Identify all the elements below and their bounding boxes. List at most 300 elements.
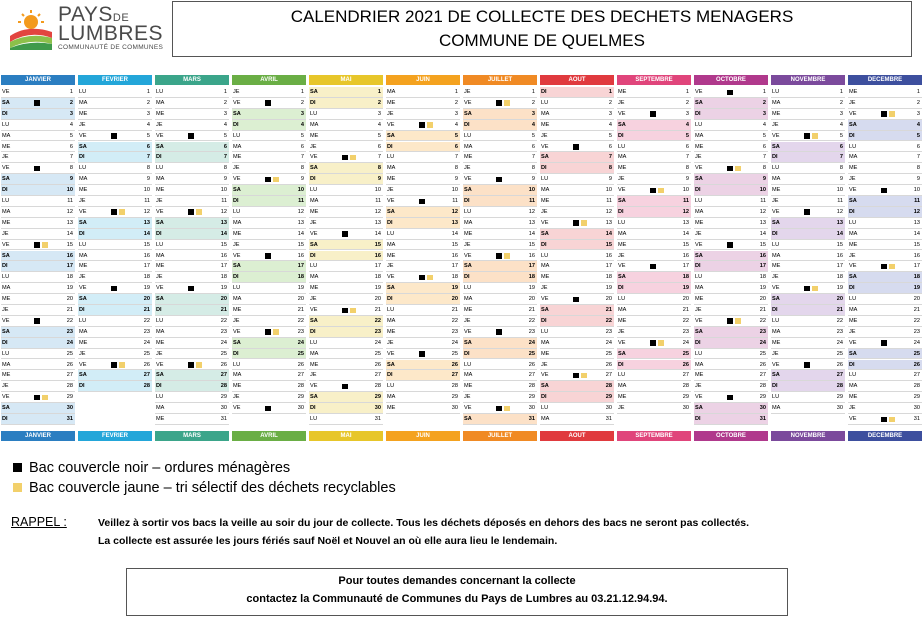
- day-row: [694, 392, 768, 403]
- day-row: [694, 218, 768, 229]
- day-number: 20: [143, 296, 150, 303]
- day-name: MA: [772, 252, 781, 259]
- day-number: 7: [223, 154, 227, 161]
- day-name: LU: [618, 372, 626, 379]
- day-row: [463, 403, 537, 414]
- day-number: 14: [220, 230, 227, 237]
- day-number: 10: [374, 187, 381, 194]
- day-number: 25: [682, 350, 689, 357]
- day-number: 24: [66, 339, 73, 346]
- day-row: [617, 240, 691, 251]
- day-row: [1, 392, 75, 403]
- day-name: MA: [310, 198, 319, 204]
- day-number: 18: [220, 274, 227, 281]
- day-row: [309, 87, 383, 98]
- month-column-decembre: [848, 75, 924, 441]
- yellow-bin-marker: [889, 264, 895, 270]
- day-name: ME: [849, 394, 858, 401]
- day-row: [617, 338, 691, 349]
- day-row: [463, 338, 537, 349]
- day-row: [540, 109, 614, 120]
- day-number: 27: [143, 372, 150, 379]
- day-row: [694, 120, 768, 131]
- day-number: 30: [528, 405, 535, 412]
- day-row: [1, 294, 75, 305]
- black-bin-marker: [804, 286, 810, 292]
- yellow-bin-icon: [13, 483, 22, 492]
- black-bin-marker: [650, 340, 656, 346]
- day-number: 2: [454, 99, 458, 106]
- day-name: JE: [849, 99, 856, 106]
- day-name: JE: [387, 187, 394, 194]
- day-number: 11: [67, 198, 73, 204]
- day-row: [694, 229, 768, 240]
- day-number: 15: [66, 241, 73, 248]
- day-name: DI: [541, 241, 547, 248]
- day-name: VE: [849, 416, 857, 422]
- yellow-bin-marker: [504, 253, 510, 259]
- month-header-bot: MARS: [155, 431, 229, 441]
- day-row: [540, 251, 614, 262]
- day-name: ME: [156, 110, 165, 117]
- day-row: [1, 283, 75, 294]
- day-number: 1: [762, 89, 766, 95]
- day-number: 24: [143, 339, 150, 346]
- day-name: LU: [695, 274, 703, 281]
- day-name: DI: [387, 143, 393, 150]
- day-number: 30: [913, 405, 920, 412]
- day-row: [155, 316, 229, 327]
- day-name: SA: [618, 274, 626, 281]
- day-name: SA: [618, 198, 626, 204]
- day-number: 5: [146, 132, 150, 139]
- day-name: MA: [541, 339, 550, 346]
- day-row: [309, 392, 383, 403]
- day-row: [78, 240, 152, 251]
- day-number: 23: [374, 328, 381, 335]
- day-number: 19: [759, 285, 766, 292]
- day-row: [78, 349, 152, 360]
- day-number: 10: [605, 187, 612, 194]
- day-number: 10: [913, 187, 920, 194]
- day-number: 24: [682, 339, 689, 346]
- day-name: ME: [156, 339, 165, 346]
- day-row: [540, 349, 614, 360]
- day-name: DI: [2, 263, 8, 270]
- day-name: JE: [695, 307, 702, 313]
- day-row: [771, 207, 845, 218]
- day-name: JE: [233, 317, 240, 324]
- day-number: 3: [608, 110, 612, 117]
- day-row: [617, 360, 691, 371]
- day-name: JE: [695, 230, 702, 237]
- day-name: MA: [849, 383, 858, 390]
- day-row: [771, 360, 845, 371]
- day-row: [1, 327, 75, 338]
- day-name: VE: [310, 307, 318, 313]
- day-row: [309, 305, 383, 316]
- day-row: [386, 327, 460, 338]
- day-name: VE: [849, 187, 857, 194]
- day-row: [848, 120, 922, 131]
- day-row: [540, 392, 614, 403]
- day-name: SA: [79, 296, 87, 303]
- day-name: MA: [695, 285, 704, 292]
- day-row: [78, 360, 152, 371]
- day-number: 3: [685, 110, 689, 117]
- day-number: 20: [220, 296, 227, 303]
- day-row: [771, 240, 845, 251]
- day-name: VE: [156, 132, 164, 139]
- day-row: [617, 392, 691, 403]
- day-row: [309, 414, 383, 425]
- day-number: 12: [759, 208, 766, 215]
- day-number: 19: [528, 285, 535, 292]
- day-name: MA: [849, 154, 858, 161]
- day-name: JE: [464, 89, 471, 95]
- day-row: [386, 142, 460, 153]
- day-number: 24: [374, 339, 381, 346]
- day-row: [617, 370, 691, 381]
- day-row: [617, 131, 691, 142]
- day-number: 21: [759, 307, 766, 313]
- day-name: VE: [541, 143, 549, 150]
- day-name: MA: [695, 132, 704, 139]
- day-number: 11: [606, 198, 612, 204]
- day-row: [155, 163, 229, 174]
- black-bin-marker: [265, 253, 271, 259]
- day-name: DI: [541, 89, 547, 95]
- day-name: DI: [387, 219, 393, 226]
- day-name: VE: [772, 361, 780, 368]
- day-row: [78, 120, 152, 131]
- day-name: LU: [464, 208, 472, 215]
- day-name: LU: [387, 307, 395, 313]
- day-row: [540, 131, 614, 142]
- day-number: 17: [605, 263, 612, 270]
- black-bin-marker: [419, 122, 425, 128]
- black-bin-marker: [342, 308, 348, 314]
- black-bin-marker: [727, 242, 733, 248]
- day-number: 6: [377, 143, 381, 150]
- day-number: 31: [66, 416, 73, 422]
- day-name: DI: [233, 274, 239, 281]
- yellow-bin-marker: [350, 308, 356, 314]
- day-number: 24: [528, 339, 535, 346]
- day-number: 8: [762, 165, 766, 172]
- day-number: 7: [685, 154, 689, 161]
- day-name: DI: [464, 121, 470, 128]
- day-name: DI: [79, 383, 85, 390]
- day-row: [617, 316, 691, 327]
- day-number: 8: [454, 165, 458, 172]
- black-bin-marker: [188, 209, 194, 215]
- day-number: 7: [146, 154, 150, 161]
- day-number: 1: [223, 89, 227, 95]
- day-row: [540, 381, 614, 392]
- day-number: 11: [298, 198, 304, 204]
- page-title: CALENDRIER 2021 DE COLLECTE DES DECHETS MENAGERS: [290, 7, 794, 26]
- day-number: 23: [682, 328, 689, 335]
- day-number: 12: [374, 208, 381, 215]
- day-row: [386, 163, 460, 174]
- day-row: [1, 185, 75, 196]
- day-number: 16: [759, 252, 766, 259]
- day-name: SA: [772, 372, 780, 379]
- month-header-top: MAI: [309, 75, 383, 85]
- day-name: MA: [79, 99, 88, 106]
- day-number: 17: [143, 263, 150, 270]
- day-number: 13: [451, 219, 458, 226]
- yellow-bin-marker: [119, 209, 125, 215]
- day-number: 25: [220, 350, 227, 357]
- day-row: [1, 163, 75, 174]
- black-bin-marker: [496, 406, 502, 412]
- day-number: 19: [374, 285, 381, 292]
- black-bin-marker: [111, 133, 117, 139]
- day-number: 12: [143, 208, 150, 215]
- day-name: VE: [618, 263, 626, 270]
- day-name: MA: [2, 285, 11, 292]
- day-row: [540, 207, 614, 218]
- day-name: JE: [233, 165, 240, 172]
- title-box: [172, 1, 912, 57]
- day-number: 12: [528, 208, 535, 215]
- yellow-bin-marker: [735, 318, 741, 324]
- day-number: 20: [297, 296, 304, 303]
- day-number: 28: [528, 383, 535, 390]
- month-header-bot: AVRIL: [232, 431, 306, 441]
- day-row: [617, 381, 691, 392]
- day-number: 30: [220, 405, 227, 412]
- day-number: 5: [608, 132, 612, 139]
- day-name: LU: [79, 317, 87, 324]
- logo-line2: LUMBRES: [58, 22, 164, 45]
- yellow-bin-marker: [273, 177, 279, 183]
- black-bin-marker: [342, 231, 348, 237]
- day-name: SA: [310, 89, 318, 95]
- day-number: 6: [608, 143, 612, 150]
- day-name: DI: [387, 372, 393, 379]
- day-row: [78, 185, 152, 196]
- day-number: 15: [374, 241, 381, 248]
- black-bin-marker: [34, 242, 40, 248]
- day-number: 11: [760, 198, 766, 204]
- day-name: JE: [541, 361, 548, 368]
- day-name: VE: [233, 252, 241, 259]
- day-name: ME: [233, 307, 242, 313]
- day-number: 12: [220, 208, 227, 215]
- day-row: [232, 327, 306, 338]
- day-row: [617, 305, 691, 316]
- day-number: 14: [682, 230, 689, 237]
- day-number: 2: [685, 99, 689, 106]
- black-bin-marker: [573, 297, 579, 303]
- day-row: [155, 272, 229, 283]
- logo-icon: [8, 8, 54, 52]
- day-name: SA: [541, 307, 549, 313]
- day-name: SA: [310, 317, 318, 324]
- day-number: 28: [451, 383, 458, 390]
- day-row: [848, 196, 922, 207]
- day-row: [386, 240, 460, 251]
- day-number: 20: [759, 296, 766, 303]
- day-row: [386, 229, 460, 240]
- day-number: 1: [377, 89, 381, 95]
- day-name: SA: [310, 241, 318, 248]
- black-bin-marker: [34, 166, 40, 172]
- day-row: [694, 370, 768, 381]
- day-name: MA: [772, 176, 781, 183]
- day-row: [771, 131, 845, 142]
- day-number: 15: [143, 241, 150, 248]
- day-name: JE: [849, 176, 856, 183]
- day-name: LU: [310, 339, 318, 346]
- day-name: ME: [849, 165, 858, 172]
- day-number: 14: [297, 230, 304, 237]
- day-row: [540, 283, 614, 294]
- day-row: [232, 240, 306, 251]
- day-number: 23: [143, 328, 150, 335]
- day-name: DI: [2, 339, 8, 346]
- day-row: [694, 98, 768, 109]
- day-number: 2: [69, 99, 73, 106]
- day-name: ME: [387, 405, 396, 412]
- day-number: 4: [685, 121, 689, 128]
- day-row: [386, 360, 460, 371]
- black-bin-marker: [265, 329, 271, 335]
- black-bin-marker: [804, 362, 810, 368]
- day-name: MA: [156, 99, 165, 106]
- day-name: MA: [310, 121, 319, 128]
- day-row: [540, 174, 614, 185]
- day-row: [463, 261, 537, 272]
- day-name: LU: [695, 198, 703, 204]
- day-row: [617, 261, 691, 272]
- day-row: [771, 142, 845, 153]
- black-bin-marker: [727, 318, 733, 324]
- day-number: 19: [913, 285, 920, 292]
- day-number: 28: [759, 383, 766, 390]
- day-name: VE: [2, 241, 10, 248]
- day-number: 5: [377, 132, 381, 139]
- day-name: JE: [464, 394, 471, 401]
- day-name: MA: [156, 328, 165, 335]
- day-row: [540, 261, 614, 272]
- day-name: DI: [310, 252, 316, 259]
- day-number: 8: [531, 165, 535, 172]
- month-header-bot: JUILLET: [463, 431, 537, 441]
- day-number: 2: [916, 99, 920, 106]
- day-number: 2: [839, 99, 843, 106]
- day-number: 2: [531, 99, 535, 106]
- day-row: [848, 251, 922, 262]
- day-number: 9: [377, 176, 381, 183]
- day-number: 18: [913, 274, 920, 281]
- day-name: MA: [618, 307, 627, 313]
- day-row: [309, 229, 383, 240]
- day-name: JE: [618, 252, 625, 259]
- day-number: 10: [297, 187, 304, 194]
- day-name: DI: [79, 307, 85, 313]
- day-name: ME: [2, 219, 11, 226]
- day-row: [78, 196, 152, 207]
- day-number: 9: [839, 176, 843, 183]
- day-name: DI: [695, 187, 701, 194]
- day-name: ME: [156, 263, 165, 270]
- day-number: 20: [682, 296, 689, 303]
- day-name: ME: [695, 143, 704, 150]
- day-row: [386, 272, 460, 283]
- day-row: [309, 381, 383, 392]
- day-row: [694, 349, 768, 360]
- day-row: [309, 185, 383, 196]
- day-number: 23: [913, 328, 920, 335]
- day-name: LU: [772, 165, 780, 172]
- day-number: 4: [300, 121, 304, 128]
- day-row: [232, 142, 306, 153]
- yellow-bin-marker: [119, 362, 125, 368]
- black-bin-marker: [650, 264, 656, 270]
- day-name: LU: [849, 296, 857, 303]
- day-name: SA: [618, 350, 626, 357]
- day-row: [232, 196, 306, 207]
- day-number: 2: [377, 99, 381, 106]
- day-number: 4: [377, 121, 381, 128]
- day-name: VE: [233, 176, 241, 183]
- day-row: [617, 272, 691, 283]
- day-name: JE: [618, 405, 625, 412]
- day-row: [694, 261, 768, 272]
- month-header-bot: SEPTEMBRE: [617, 431, 691, 441]
- black-bin-marker: [881, 264, 887, 270]
- yellow-bin-marker: [427, 275, 433, 281]
- day-name: JE: [772, 274, 779, 281]
- logo-line1-small: DE: [112, 12, 130, 24]
- day-row: [694, 87, 768, 98]
- day-number: 22: [682, 317, 689, 324]
- day-name: ME: [541, 350, 550, 357]
- day-number: 20: [913, 296, 920, 303]
- day-number: 31: [528, 416, 535, 422]
- day-name: DI: [541, 165, 547, 172]
- day-number: 6: [69, 143, 73, 150]
- day-name: LU: [541, 405, 549, 412]
- day-row: [232, 87, 306, 98]
- month-header-bot: FEVRIER: [78, 431, 152, 441]
- day-name: JE: [541, 285, 548, 292]
- day-number: 23: [605, 328, 612, 335]
- yellow-bin-marker: [658, 340, 664, 346]
- day-number: 3: [762, 110, 766, 117]
- day-row: [232, 174, 306, 185]
- day-row: [617, 109, 691, 120]
- day-number: 13: [913, 219, 920, 226]
- day-row: [771, 327, 845, 338]
- day-name: SA: [2, 328, 10, 335]
- day-row: [386, 370, 460, 381]
- day-row: [848, 316, 922, 327]
- day-row: [309, 174, 383, 185]
- day-name: MA: [387, 317, 396, 324]
- contact-box: [126, 568, 788, 616]
- day-name: LU: [310, 263, 318, 270]
- day-row: [386, 261, 460, 272]
- day-row: [155, 142, 229, 153]
- day-name: ME: [695, 219, 704, 226]
- month-header-bot: OCTOBRE: [694, 431, 768, 441]
- day-row: [771, 283, 845, 294]
